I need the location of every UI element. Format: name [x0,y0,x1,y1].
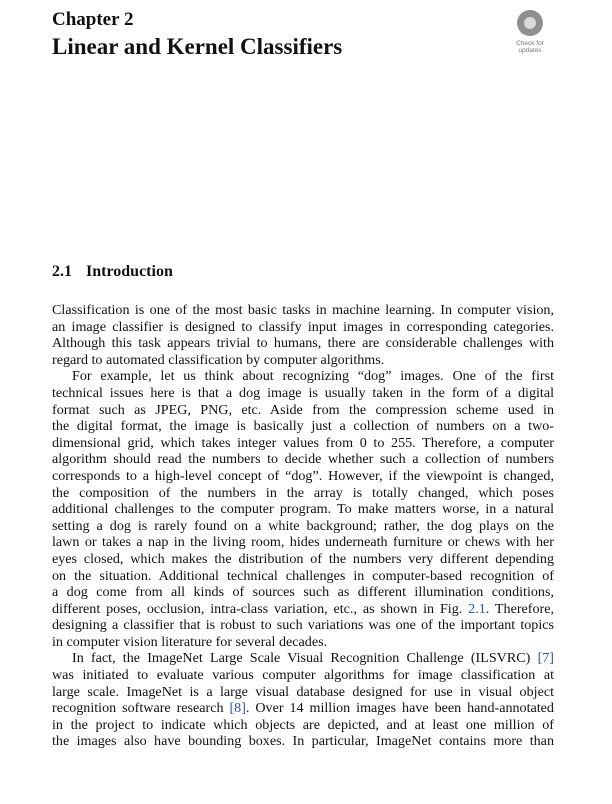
text-line: format such as JPEG, PNG, etc. Aside from the compression scheme used in [52,401,554,418]
section-heading [52,262,173,282]
citation-link[interactable]: [8] [229,700,246,717]
figure-reference-link[interactable]: 2.1 [468,600,486,617]
text-line: large scale. ImageNet is a large visual database designed for use in visual object [52,683,554,700]
check-for-updates-badge[interactable] [508,10,552,60]
text-fragment: . Over 14 million images have been hand-annotated [245,700,554,717]
text-line: Classification is one of the most basic tasks in machine learning. In computer vision, [52,302,554,318]
chapter-title: Linear and Kernel Classifiers [52,34,343,59]
paragraph [52,302,554,368]
text-line: the images also have bounding boxes. In particular, ImageNet contains more than [52,733,554,750]
check-updates-icon [517,10,543,36]
paragraph [52,368,554,650]
text-line: in the project to indicate which objects are depicted, and at least one million of [52,716,554,733]
text-line: was initiated to evaluate various computer algorithms for image classification at [52,667,554,684]
text-line [52,650,554,667]
text-line: on the situation. Additional technical challenges in computer-based recognition of [52,567,554,584]
text-line: the digital format, the image is basically just a collection of numbers on a two- [52,418,554,435]
text-line: Although this task appears trivial to humans, there are considerable challenges with [52,335,554,352]
badge-text-line1: Check for [516,40,544,47]
badge-text-line2: updates [518,47,542,54]
text-line: designing a classifier that is robust to such variations was one of the important topics [52,617,554,634]
section-title: Introduction [86,263,173,280]
text-line: lawn or takes a nap in the living room, hides underneath furniture or chews with her [52,534,554,551]
text-line: setting a dog is rarely found on a white background; rather, the dog plays on the [52,517,554,534]
text-line: For example, let us think about recognizing “dog” images. One of the first [72,368,554,385]
text-line [52,601,554,618]
text-line [52,700,554,717]
text-line: eyes closed, which makes the distribution of the numbers very different depending [52,550,554,567]
section-number: 2.1 [52,263,72,280]
text-line: dimensional grid, which takes integer values from 0 to 255. Therefore, a computer [52,434,554,451]
text-line: corresponds to a high-level concept of “dog”. However, if the viewpoint is changed, [52,467,554,484]
text-line: the composition of the numbers in the array is totally changed, which poses [52,484,554,501]
citation-link[interactable]: [7] [537,650,554,667]
text-line: additional challenges to the computer program. To make matters worse, in a natural [52,501,554,518]
paragraph [52,650,554,750]
text-fragment: . Therefore, [485,600,554,617]
body-text [52,302,554,750]
text-line: an image classifier is designed to classify input images in corresponding categories. [52,318,554,335]
text-line: in computer vision literature for several decades. [52,633,328,650]
text-line: technical issues here is that a dog image is usually taken in the form of a digital [52,384,554,401]
text-fragment: different poses, occlusion, intra-class variation, etc., as shown in Fig. [52,600,469,617]
text-fragment: recognition software research [52,700,230,717]
text-line: regard to automated classification by computer algorithms. [52,351,385,368]
chapter-label: Chapter 2 [52,9,134,30]
text-line: a dog come from all kinds of sources such as different illumination conditions, [52,584,554,601]
text-fragment: In fact, the ImageNet Large Scale Visual Recognition Challenge (ILSVRC) [72,650,538,667]
text-line: algorithm should read the numbers to decide whether such a collection of numbers [52,451,554,468]
